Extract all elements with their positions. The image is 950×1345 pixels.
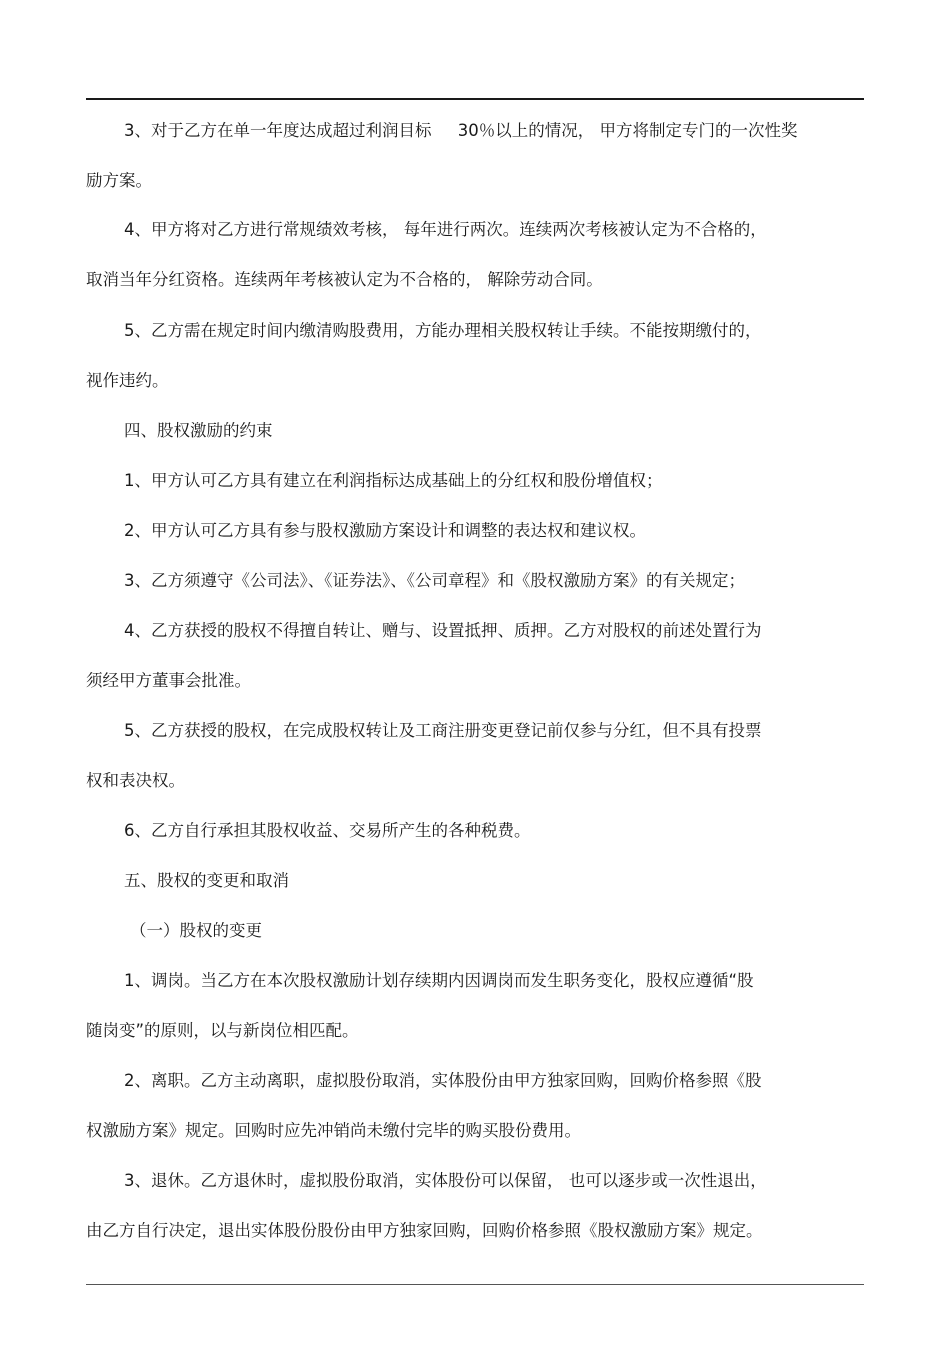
paragraph-line: 权激励方案》规定。回购时应先冲销尚未缴付完毕的购买股份费用。 xyxy=(86,1121,581,1140)
paragraph-line: 5、乙方获授的股权，在完成股权转让及工商注册变更登记前仅参与分红，但不具有投票 xyxy=(124,721,762,740)
paragraph-line: 3、对于乙方在单一年度达成超过利润目标 30％以上的情况， 甲方将制定专门的一次性奖 xyxy=(124,121,798,140)
paragraph-line: 6、乙方自行承担其股权收益、交易所产生的各种税费。 xyxy=(124,821,531,840)
paragraph-line: 2、离职。乙方主动离职，虚拟股份取消，实体股份由甲方独家回购，回购价格参照《股 xyxy=(124,1071,762,1090)
section-heading: 五、股权的变更和取消 xyxy=(124,871,289,890)
paragraph-line: 3、乙方须遵守《公司法》、《证券法》、《公司章程》和《股权激励方案》的有关规定； xyxy=(124,571,745,590)
paragraph-line: 5、乙方需在规定时间内缴清购股费用，方能办理相关股权转让手续。不能按期缴付的， xyxy=(124,321,762,340)
paragraph-line: 由乙方自行决定，退出实体股份股份由甲方独家回购，回购价格参照《股权激励方案》规定。 xyxy=(86,1221,763,1240)
paragraph-line: 励方案。 xyxy=(86,171,152,190)
paragraph-line: 取消当年分红资格。连续两年考核被认定为不合格的， 解除劳动合同。 xyxy=(86,270,603,289)
paragraph-line: 权和表决权。 xyxy=(86,771,185,790)
footer-rule xyxy=(86,1284,864,1285)
paragraph-line: 视作违约。 xyxy=(86,371,169,390)
section-heading: 四、股权激励的约束 xyxy=(124,421,273,440)
paragraph-line: 随岗变”的原则，以与新岗位相匹配。 xyxy=(86,1021,359,1040)
header-rule xyxy=(86,98,864,100)
paragraph-line: 3、退休。乙方退休时，虚拟股份取消，实体股份可以保留， 也可以逐步或一次性退出， xyxy=(124,1171,767,1190)
paragraph-line: 4、甲方将对乙方进行常规绩效考核， 每年进行两次。连续两次考核被认定为不合格的， xyxy=(124,220,767,239)
paragraph-line: 1、甲方认可乙方具有建立在利润指标达成基础上的分红权和股份增值权； xyxy=(124,471,663,490)
paragraph-line: 1、调岗。当乙方在本次股权激励计划存续期内因调岗而发生职务变化，股权应遵循“股 xyxy=(124,971,754,990)
paragraph-line: 2、甲方认可乙方具有参与股权激励方案设计和调整的表达权和建议权。 xyxy=(124,521,646,540)
subsection-heading: （一）股权的变更 xyxy=(130,921,262,940)
paragraph-line: 须经甲方董事会批准。 xyxy=(86,671,251,690)
paragraph-line: 4、乙方获授的股权不得擅自转让、赠与、设置抵押、质押。乙方对股权的前述处置行为 xyxy=(124,621,762,640)
